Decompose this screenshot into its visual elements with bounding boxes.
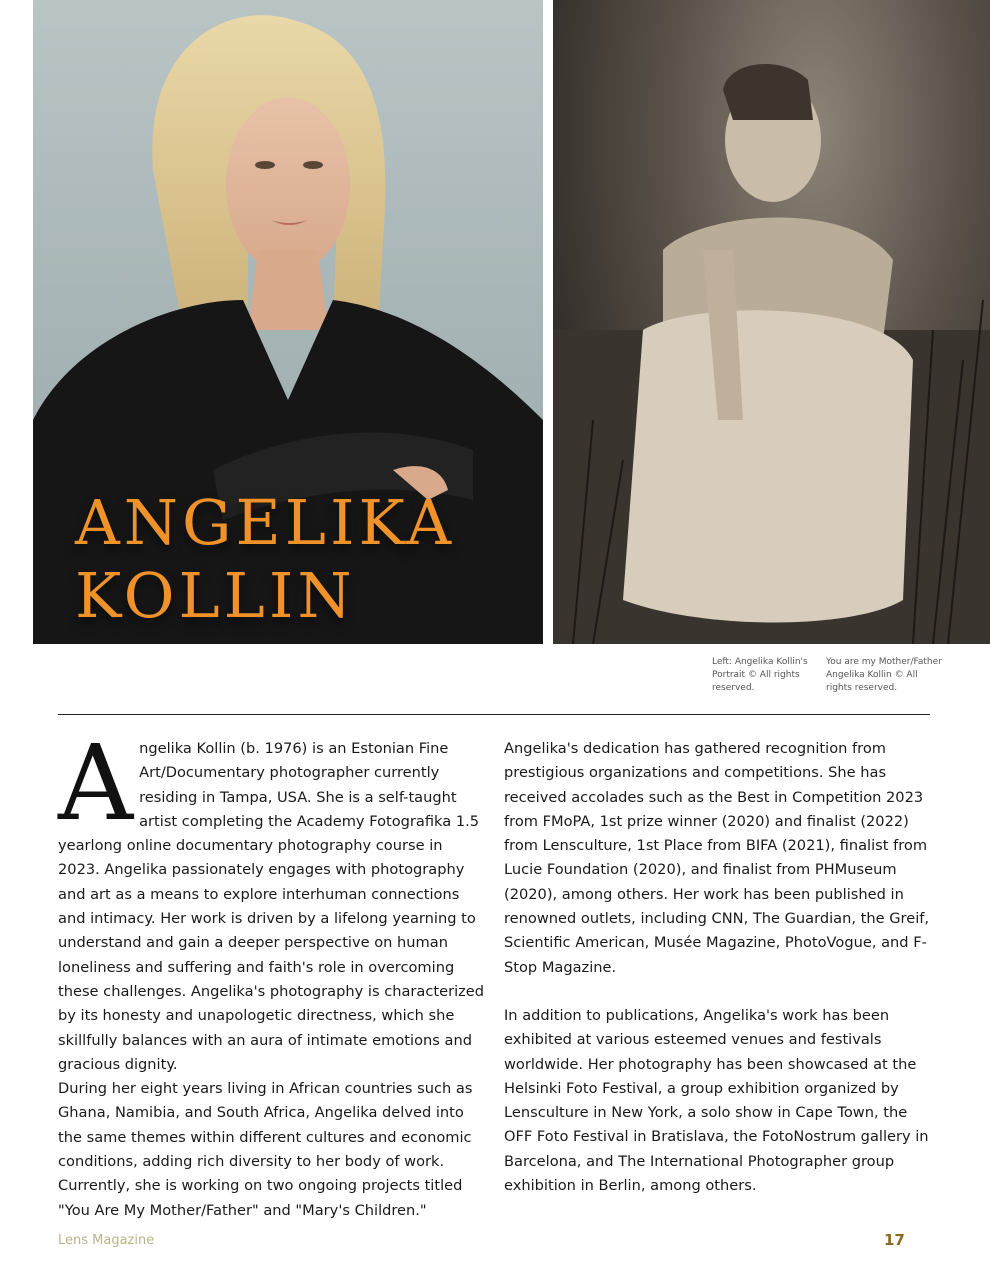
article-column-right (504, 737, 934, 1198)
page-number: 17 (884, 1231, 905, 1249)
paragraph-exhibitions: In addition to publications, Angelika's work has been exhibited at various esteemed venues and festivals worldwide. Her photography has been showcased at the Helsinki Foto Festival, a group exhibition organized by Lensculture in New York, a solo show in Cape Town, the OFF Foto Festival in Bratislava, the FotoNostrum gallery in Barcelona, and The International Photographer group exhibition in Berlin, among others. (504, 1006, 929, 1195)
caption-left: Left: Angelika Kollin's Portrait © All rights reserved. (712, 657, 808, 693)
paragraph-intro: ngelika Kollin (b. 1976) is an Estonian Fine Art/Documentary photographer currently residing in Tampa, USA. She is a self-taught artist completing the Academy Fotografika 1.5 yearlong online documentary photography course in 2023. Angelika passionately engages with photography and art as a means to explore interhuman connections and intimacy. Her work is driven by a lifelong yearning to understand and gain a deeper perspective on human loneliness and suffering and faith's role in overcoming these challenges. Angelika's photography is characterized by its honesty and unapologetic directness, which she skillfully balances with an aura of intimate emotions and gracious dignity. (58, 740, 485, 1073)
mother-father-photo (553, 0, 990, 644)
magazine-name: Lens Magazine (58, 1233, 155, 1248)
paragraph-africa: During her eight years living in African countries such as Ghana, Namibia, and South Africa, Angelika delved into the same themes within different cultures and economic conditions, adding rich diversity to her body of work. Currently, she is working on two ongoing projects titled "You Are My Mother/Father" and "Mary's Children." (58, 1080, 473, 1219)
caption-right: You are my Mother/Father Angelika Kollin © All rights reserved. (826, 657, 942, 693)
title-last-name: KOLLIN (75, 559, 356, 632)
title-first-name: ANGELIKA (75, 486, 456, 559)
divider-rule (58, 714, 930, 715)
paragraph-recognition: Angelika's dedication has gathered recognition from prestigious organizations and competitions. She has received accolades such as the Best in Competition 2023 from FMoPA, 1st prize winner (2020) and finalist (2022) from Lensculture, 1st Place from BIFA (2021), finalist from Lucie Foundation (2020), and finalist from PHMuseum (2020), among others. Her work has been published in renowned outlets, including CNN, The Guardian, the Greif, Scientific American, Musée Magazine, PhotoVogue, and F-Stop Magazine. (504, 740, 930, 976)
drop-cap: A (58, 722, 134, 844)
article-column-left (58, 722, 488, 1223)
